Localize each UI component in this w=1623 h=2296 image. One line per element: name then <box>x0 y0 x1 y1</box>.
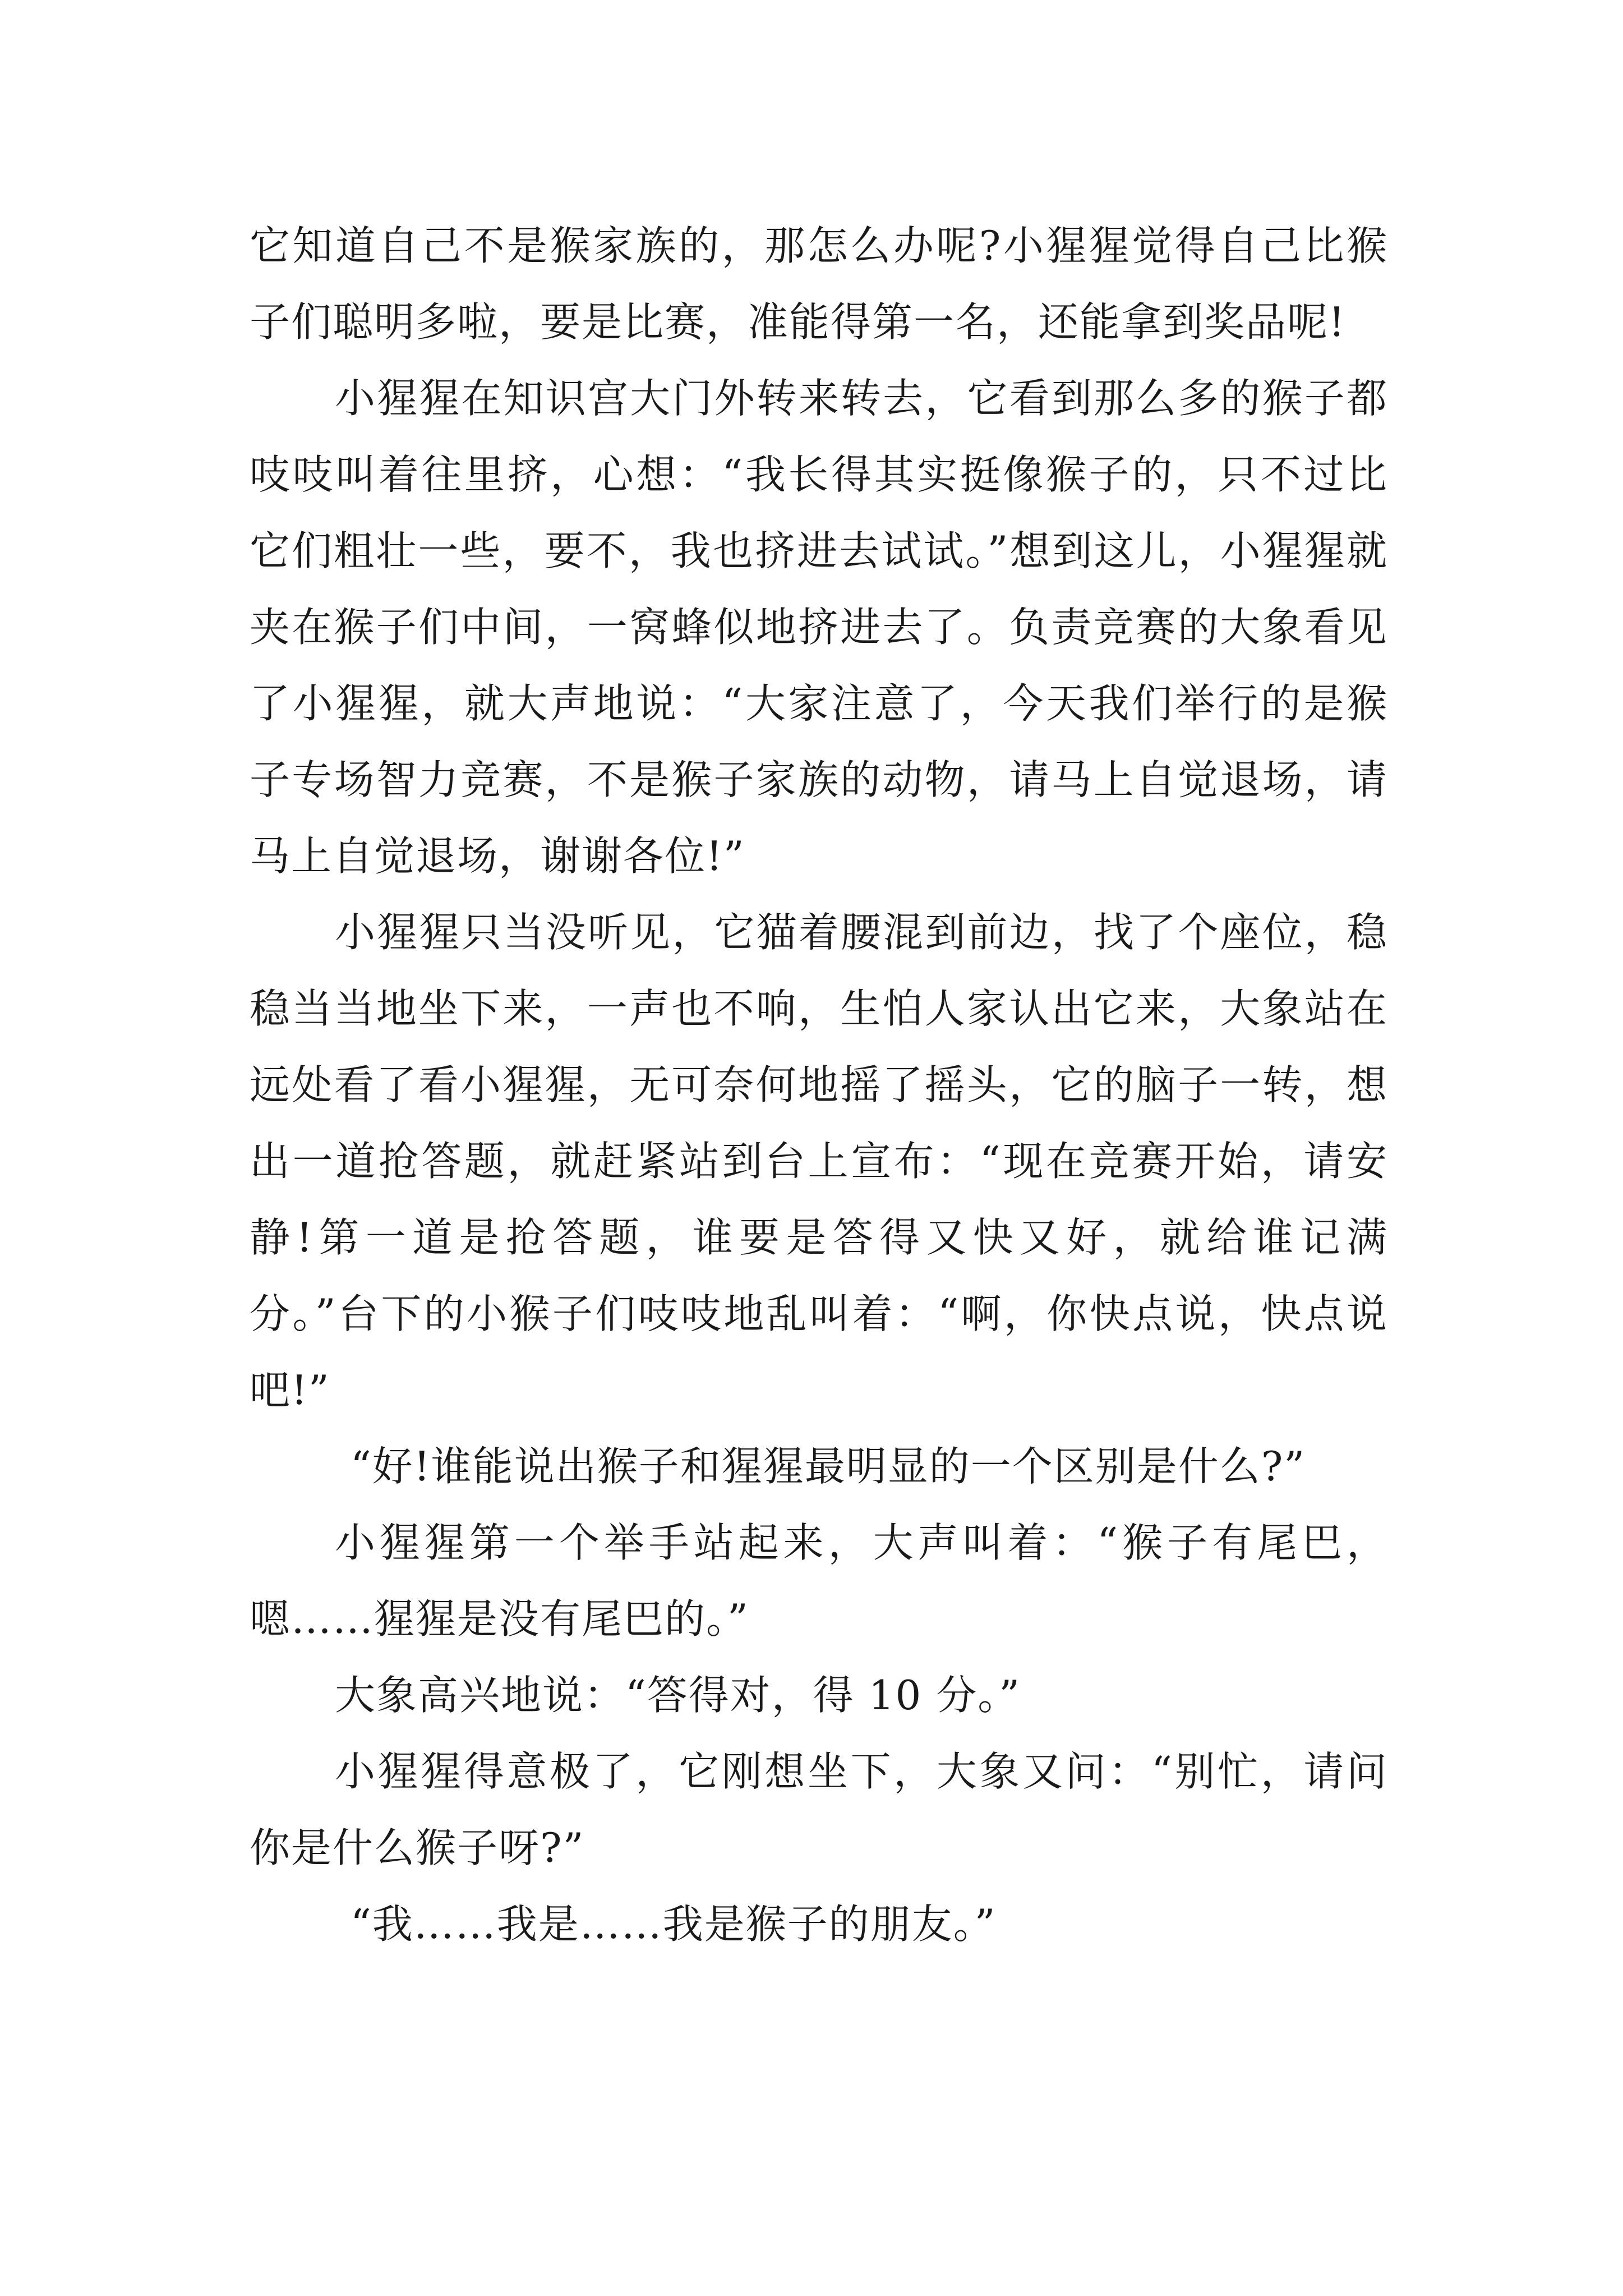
paragraph-8: “我……我是……我是猴子的朋友。” <box>351 1901 997 1948</box>
paragraph-6: 大象高兴地说：“答得对，得 10 分。” <box>335 1672 1021 1719</box>
paragraph-3: 小猩猩只当没听见，它猫着腰混到前边，找了个座位，稳稳当当地坐下来，一声也不响，生怕人家认出它来，大象站在远处看了看小猩猩，无可奈何地摇了摇头，它的脑子一转，想出一道抢答题，就赶紧站到台上宣布：“现在竞赛开始，请安静!第一道是抢答题，谁要是答得又快又好，就给谁记满分。”台下的小猴子们吱吱地乱叫着：“啊，你快点说，快点说吧!” <box>250 909 1388 1414</box>
paragraph-4: “好!谁能说出猴子和猩猩最明显的一个区别是什么?” <box>351 1443 1306 1490</box>
paragraph-7: 小猩猩得意极了，它刚想坐下，大象又问：“别忙，请问你是什么猴子呀?” <box>250 1748 1388 1871</box>
story-text <box>250 208 1388 1962</box>
paragraph-5: 小猩猩第一个举手站起来，大声叫着：“猴子有尾巴，嗯……猩猩是没有尾巴的。” <box>250 1519 1388 1642</box>
paragraph-1: 它知道自己不是猴家族的，那怎么办呢?小猩猩觉得自己比猴子们聪明多啦，要是比赛，准能得第一名，还能拿到奖品呢! <box>250 222 1388 346</box>
paragraph-2: 小猩猩在知识宫大门外转来转去，它看到那么多的猴子都吱吱叫着往里挤，心想：“我长得其实挺像猴子的，只不过比它们粗壮一些，要不，我也挤进去试试。”想到这儿，小猩猩就夹在猴子们中间，一窝蜂似地挤进去了。负责竞赛的大象看见了小猩猩，就大声地说：“大家注意了，今天我们举行的是猴子专场智力竞赛，不是猴子家族的动物，请马上自觉退场，请马上自觉退场，谢谢各位!” <box>250 375 1388 880</box>
